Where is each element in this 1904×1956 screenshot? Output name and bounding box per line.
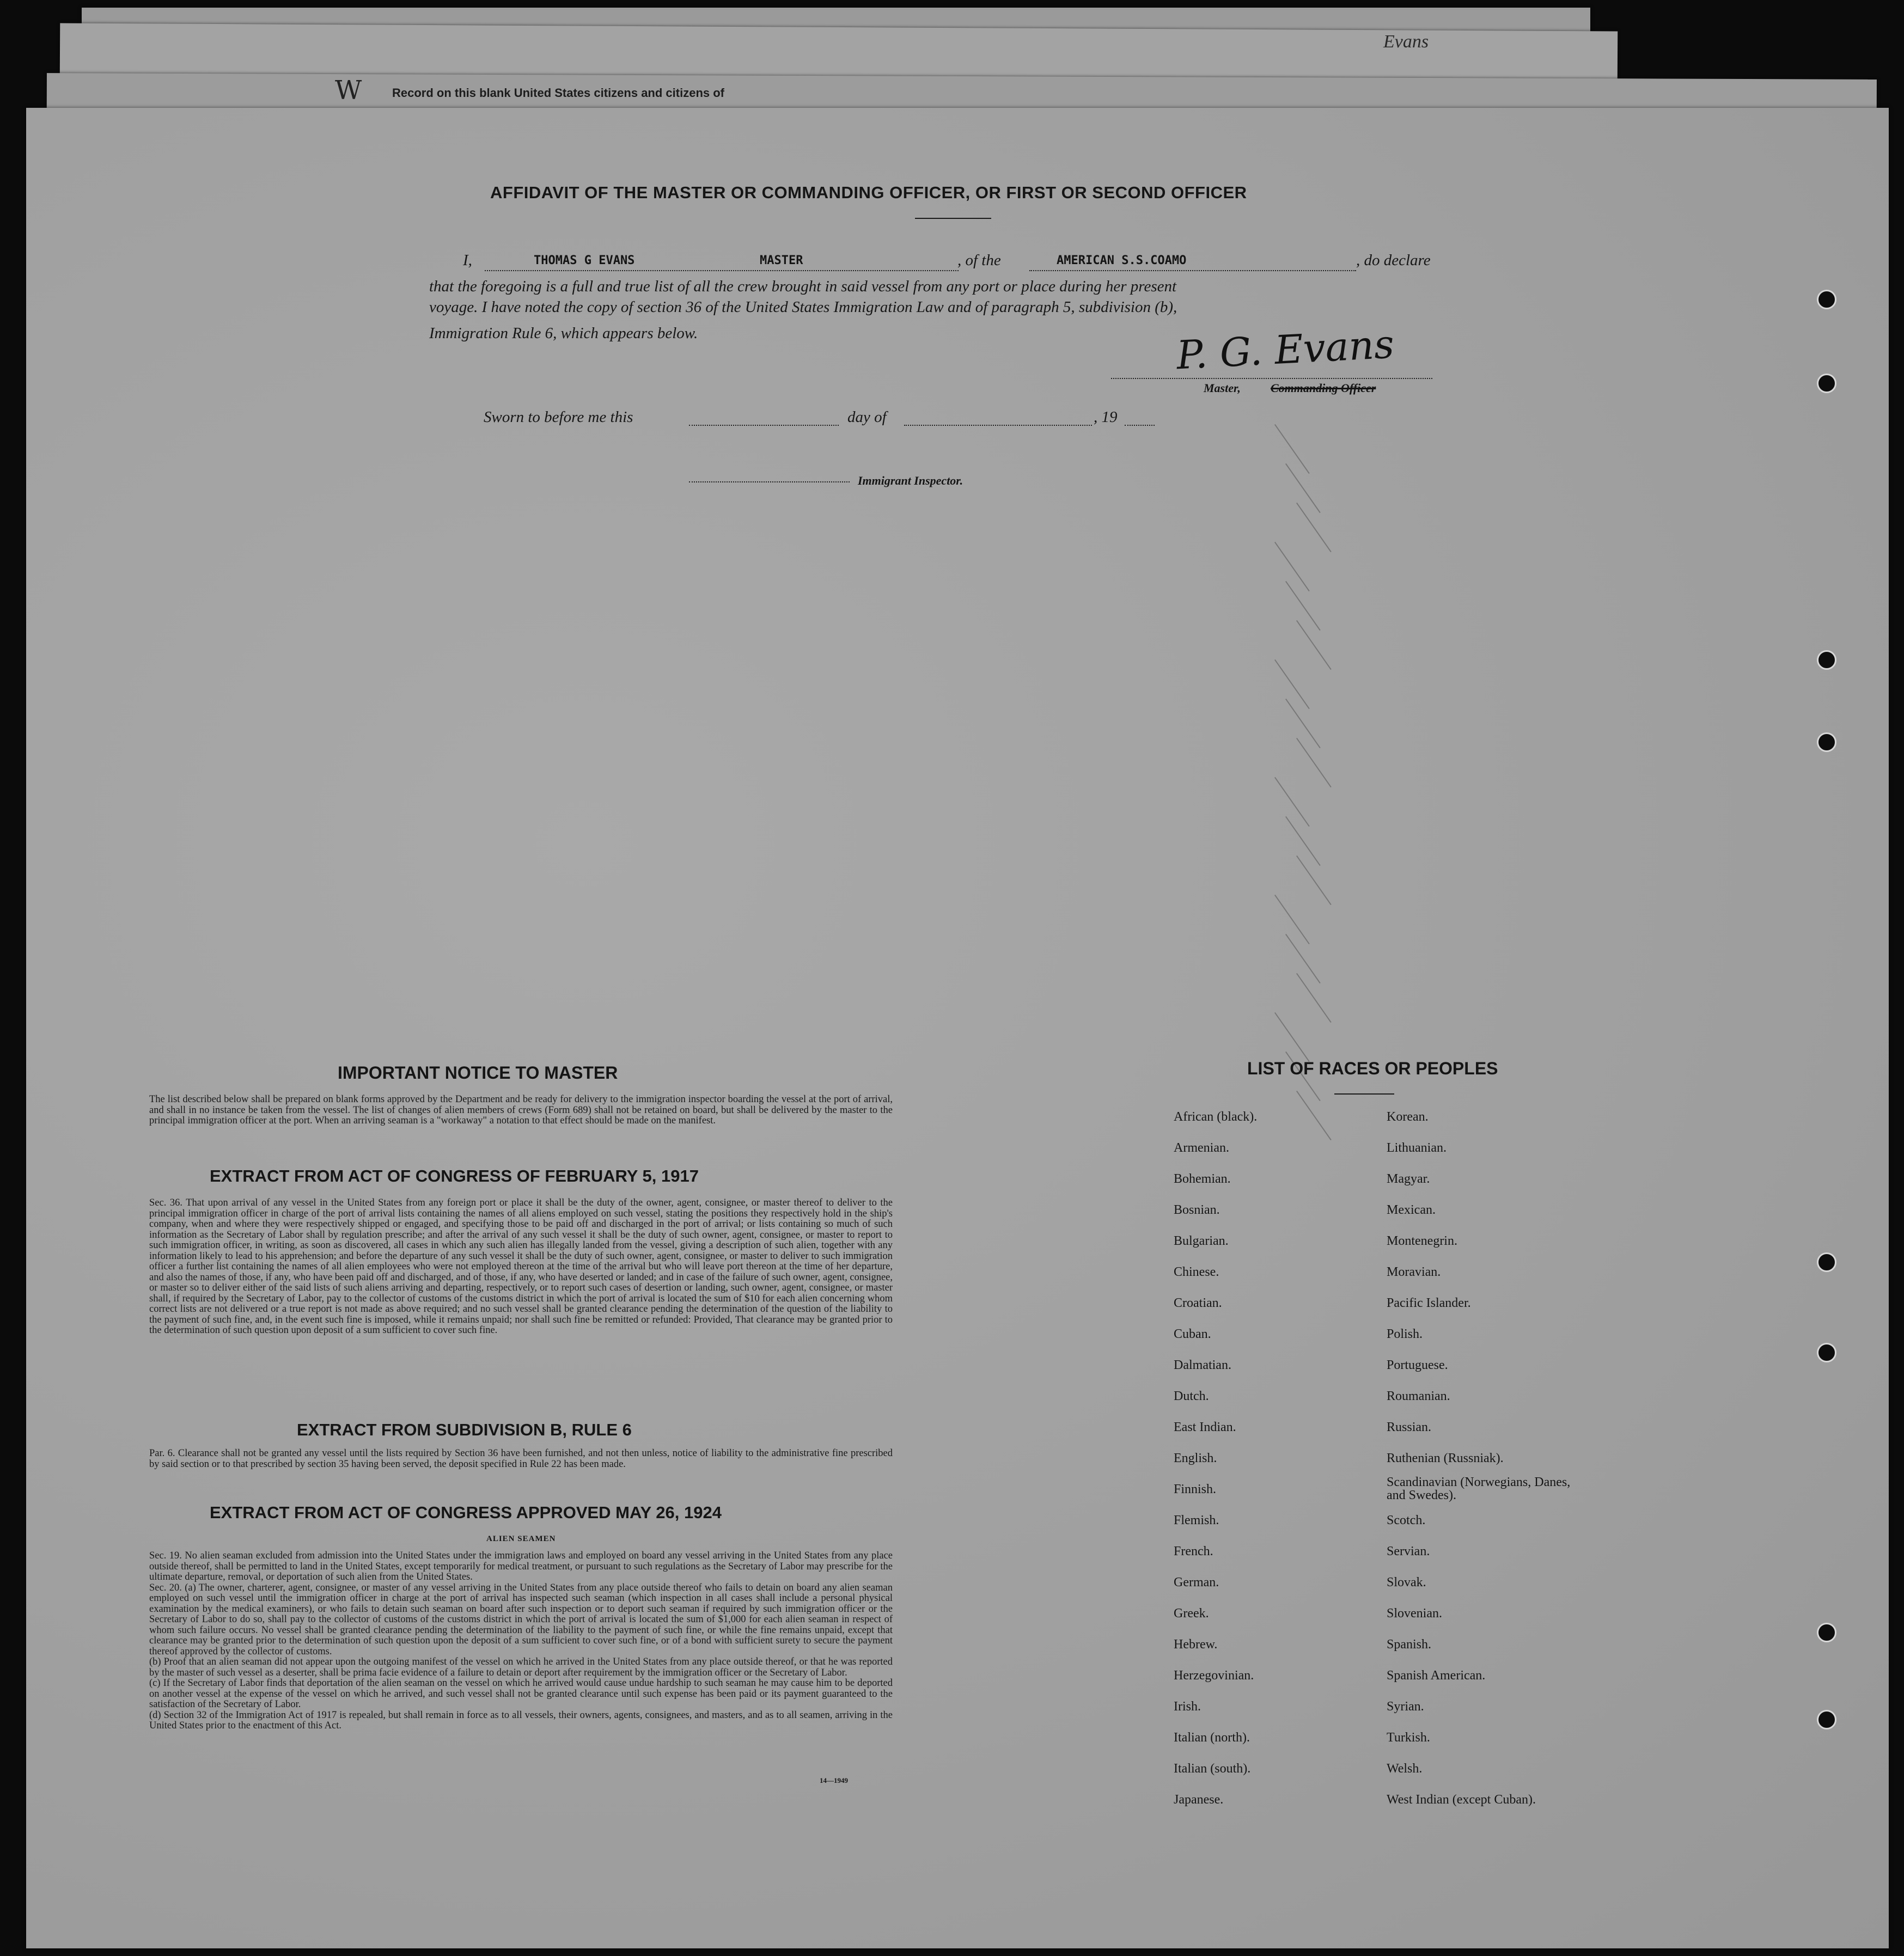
- race-item: Turkish.: [1387, 1731, 1430, 1745]
- race-item: Korean.: [1387, 1110, 1429, 1124]
- races-title-rule: [1334, 1093, 1394, 1095]
- binder-hole: [1817, 290, 1836, 309]
- races-title: LIST OF RACES OR PEOPLES: [1247, 1059, 1498, 1078]
- race-item: Finnish.: [1174, 1482, 1217, 1496]
- of-the-label: , of the: [957, 252, 1001, 269]
- year-label: , 19: [1094, 408, 1118, 426]
- race-item: Russian.: [1387, 1420, 1432, 1434]
- race-item: Greek.: [1174, 1606, 1209, 1621]
- race-item: Bulgarian.: [1174, 1234, 1229, 1248]
- race-item: Moravian.: [1387, 1265, 1441, 1279]
- name-fill-line: [485, 270, 959, 271]
- race-item: Spanish American.: [1387, 1668, 1486, 1683]
- binder-hole: [1817, 1710, 1836, 1729]
- extract-1924-body: [149, 1551, 893, 1732]
- race-item: Italian (north).: [1174, 1731, 1250, 1745]
- race-item: Lithuanian.: [1387, 1141, 1447, 1155]
- race-item: Irish.: [1174, 1700, 1201, 1714]
- race-item: Flemish.: [1174, 1513, 1219, 1527]
- sworn-year-line: [1125, 425, 1155, 426]
- inspector-line: [689, 481, 850, 482]
- race-item: French.: [1174, 1544, 1213, 1558]
- binder-hole: [1817, 1343, 1836, 1362]
- sworn-day-line: [689, 425, 839, 426]
- binder-hole: [1817, 650, 1836, 670]
- race-item: German.: [1174, 1575, 1219, 1590]
- race-item: Dutch.: [1174, 1389, 1209, 1403]
- affidavit-title: AFFIDAVIT OF THE MASTER OR COMMANDING OFFICER, OR FIRST OR SECOND OFFICER: [490, 183, 1247, 202]
- extract-1924-title: EXTRACT FROM ACT OF CONGRESS APPROVED MAY 26, 1924: [210, 1503, 722, 1522]
- signature-caption: Master,: [1204, 381, 1241, 395]
- vessel-name-value: AMERICAN S.S.COAMO: [1057, 254, 1187, 267]
- master-signature: P. G. Evans: [1175, 321, 1395, 378]
- title-rule: [915, 218, 991, 219]
- sec20d-text: (d) Section 32 of the Immigration Act of 1917 is repealed, but shall remain in force as to all vessels, their owners, agents, consignees, and masters, and as to all seamen, arriving in the United States prior to the enactment of this Act.: [149, 1709, 893, 1731]
- race-item: English.: [1174, 1451, 1217, 1465]
- race-item: Hebrew.: [1174, 1637, 1218, 1652]
- race-item: Spanish.: [1387, 1637, 1432, 1652]
- sec20c-text: (c) If the Secretary of Labor finds that deportation of the alien seaman on the vessel on which he arrived would cause undue hardship to such seaman he may cause him to be deported on another vessel at the expense of the vessel on which he arrived, and such vessel shall not be granted clearance until such expense has been paid or its payment guaranteed to the satisfaction of the Secretary of Labor.: [149, 1678, 893, 1710]
- affidavit-line-4: Immigration Rule 6, which appears below.: [429, 325, 698, 342]
- race-item: Polish.: [1387, 1327, 1423, 1341]
- declare-label: , do declare: [1356, 252, 1431, 269]
- sec20a-text: Sec. 20. (a) The owner, charterer, agent, consignee, or master of any vessel arriving in the United States from any place outside thereof who fails to detain on board any alien seaman employed on such vessel until the immigration officer in charge at the port of arrival has inspected such seaman (which inspection in all cases shall include a personal physical examination by the medical examiners), or who fails to detain such seaman on board after such inspection or to deport such seaman if required by such immigration officer or the Secretary of Labor to do so, shall pay to the collector of customs of the customs district in which the port of arrival is located the sum of $1,000 for each alien seaman in respect of whom such failure occurs. No vessel shall be granted clearance pending the determination of the liability to the payment of such fine, or while the fine remains unpaid, except that clearance may be granted prior to the determination of such question upon the deposit of a sum sufficient to cover such fine, or of a bond with sufficient surety to secure the payment thereof approved by the collector of customs.: [149, 1582, 893, 1657]
- race-item: African (black).: [1174, 1110, 1258, 1124]
- race-item: Italian (south).: [1174, 1762, 1251, 1776]
- race-item: Servian.: [1387, 1544, 1430, 1558]
- vessel-fill-line: [1029, 270, 1356, 271]
- race-item: Dalmatian.: [1174, 1358, 1231, 1372]
- race-item: Scandinavian (Norwegians, Danes, and Swedes).: [1387, 1475, 1571, 1502]
- race-item: East Indian.: [1174, 1420, 1236, 1434]
- race-item: Herzegovinian.: [1174, 1668, 1254, 1683]
- sworn-month-line: [904, 425, 1092, 426]
- notice-title: IMPORTANT NOTICE TO MASTER: [338, 1063, 618, 1083]
- race-item: Chinese.: [1174, 1265, 1219, 1279]
- back-sheet-mark: W: [335, 75, 362, 106]
- notice-body: The list described below shall be prepared on blank forms approved by the Department and be ready for delivery to the immigration inspector boarding the vessel at the port of arrival, and shall in no instance be taken from the vessel. The list of changes of alien members of crews (Form 689) shall not be retained on board, but shall be delivered by the master to the principal immigration officer at the port. When an arriving seaman is a "workaway" a notation to that effect should be made on the manifest.: [149, 1094, 893, 1126]
- affidavit-i-label: I,: [463, 252, 472, 269]
- binder-hole: [1817, 374, 1836, 393]
- struck-officer-title: Commanding Officer: [1271, 381, 1376, 395]
- affidavit-line-2: that the foregoing is a full and true list of all the crew brought in said vessel from any port or place during her present: [429, 278, 1177, 295]
- extract-rule6-body: Par. 6. Clearance shall not be granted any vessel until the lists required by Section 36 have been furnished, and not then unless, notice of liability to the administrative fine prescribed by said section or to that prescribed by section 35 having been served, the deposit specified in Rule 22 has been made.: [149, 1448, 893, 1470]
- extract-rule6-title: EXTRACT FROM SUBDIVISION B, RULE 6: [297, 1420, 632, 1439]
- extract-1917-body: Sec. 36. That upon arrival of any vessel in the United States from any foreign port or place it shall be the duty of the owner, agent, consignee, or master thereof to deliver to the principal immigration officer in charge of the port of arrival lists containing the names of all aliens employed on such vessel, stating the positions they respectively hold in the ship's company, when and where they were respectively shipped or engaged, and specifying those to be paid off and discharged in the port of arrival; or lists containing so much of such information as the Secretary of Labor shall by regulation prescribe; and after the arrival of any such vessel it shall be the duty of such owner, agent, consignee, or master to report to such immigration officer, in writing, as soon as discovered, all cases in which any such alien has illegally landed from the vessel, giving a description of such alien, together with any information likely to lead to his apprehension; and before the departure of any such vessel it shall be the duty of such owner, agent, consignee, or master to deliver to such immigration officer a further list containing the names of all alien employees who were not employed thereon at the time of the arrival but who will leave port thereon at the time of her departure, and also the names of those, if any, who have been paid off and discharged, and of those, if any, who have deserted or landed; and in case of the failure of such owner, agent, consignee, or master so to deliver either of the said lists of such aliens arriving and departing, respectively, or to report such cases of desertion or landing, such owner, agent, consignee, or master shall, if required by the Secretary of Labor, pay to the collector of customs of the customs district in which the port of arrival is located the sum of $10 for each alien concerning whom correct lists are not delivered or a true report is not made as above required; and no such vessel shall be granted clearance pending the determination of the question of the liability to the payment of such fine, and, in the event such fine is imposed, while it remains unpaid; nor shall such fine be remitted or refunded: Provided, That clearance may be granted prior to the determination of such question upon deposit of a sum sufficient to cover such fine.: [149, 1197, 893, 1336]
- back-sheet-header: Record on this blank United States citizens and citizens of: [392, 86, 724, 100]
- race-item: Portuguese.: [1387, 1358, 1448, 1372]
- signature-line: [1111, 378, 1432, 379]
- race-item: West Indian (except Cuban).: [1387, 1793, 1536, 1807]
- race-item: Japanese.: [1174, 1793, 1224, 1807]
- race-item: Slovak.: [1387, 1575, 1426, 1590]
- binder-hole: [1817, 1252, 1836, 1272]
- race-item: Welsh.: [1387, 1762, 1423, 1776]
- race-item: Magyar.: [1387, 1172, 1430, 1186]
- sec20b-text: (b) Proof that an alien seaman did not appear upon the outgoing manifest of the vessel on which he arrived in the United States from any place outside thereof, or that he was reported by the master of such vessel as a deserter, shall be prima facie evidence of a failure to detain or deport after requirement by the immigration officer or the Secretary of Labor.: [149, 1657, 893, 1678]
- race-item: Cuban.: [1174, 1327, 1211, 1341]
- alien-seamen-subtitle: ALIEN SEAMEN: [486, 1535, 556, 1543]
- form-number: 14—1949: [820, 1776, 848, 1784]
- race-item: Croatian.: [1174, 1296, 1222, 1310]
- race-item: Scotch.: [1387, 1513, 1426, 1527]
- race-item: Syrian.: [1387, 1700, 1424, 1714]
- race-item: Bosnian.: [1174, 1203, 1220, 1217]
- back-sheet-signature: Evans: [1383, 32, 1429, 52]
- inspector-label: Immigrant Inspector.: [858, 474, 963, 487]
- race-item: Pacific Islander.: [1387, 1296, 1471, 1310]
- race-item: Montenegrin.: [1387, 1234, 1457, 1248]
- master-name-value: THOMAS G EVANS: [534, 254, 635, 267]
- day-of-label: day of: [847, 408, 887, 426]
- extract-1917-title: EXTRACT FROM ACT OF CONGRESS OF FEBRUARY 5, 1917: [210, 1166, 699, 1185]
- race-item: Ruthenian (Russniak).: [1387, 1451, 1504, 1465]
- binder-hole: [1817, 1623, 1836, 1642]
- binder-hole: [1817, 732, 1836, 752]
- race-item: Roumanian.: [1387, 1389, 1450, 1403]
- affidavit-line-3: voyage. I have noted the copy of section 36 of the United States Immigration Law and of paragraph 5, subdivision (b),: [429, 298, 1177, 316]
- sworn-label: Sworn to before me this: [484, 408, 633, 426]
- sec19-text: Sec. 19. No alien seaman excluded from admission into the United States under the immigration laws and employed on board any vessel arriving in the United States from any place outside thereof, shall be permitted to land in the United States, except temporarily for medical treatment, or pursuant to such regulations as the Secretary of Labor may prescribe for the ultimate departure, removal, or deportation of such alien from the United States.: [149, 1550, 893, 1582]
- race-item: Armenian.: [1174, 1141, 1229, 1155]
- master-rank-value: MASTER: [760, 254, 803, 267]
- race-item: Bohemian.: [1174, 1172, 1231, 1186]
- race-item: Slovenian.: [1387, 1606, 1442, 1621]
- race-item: Mexican.: [1387, 1203, 1436, 1217]
